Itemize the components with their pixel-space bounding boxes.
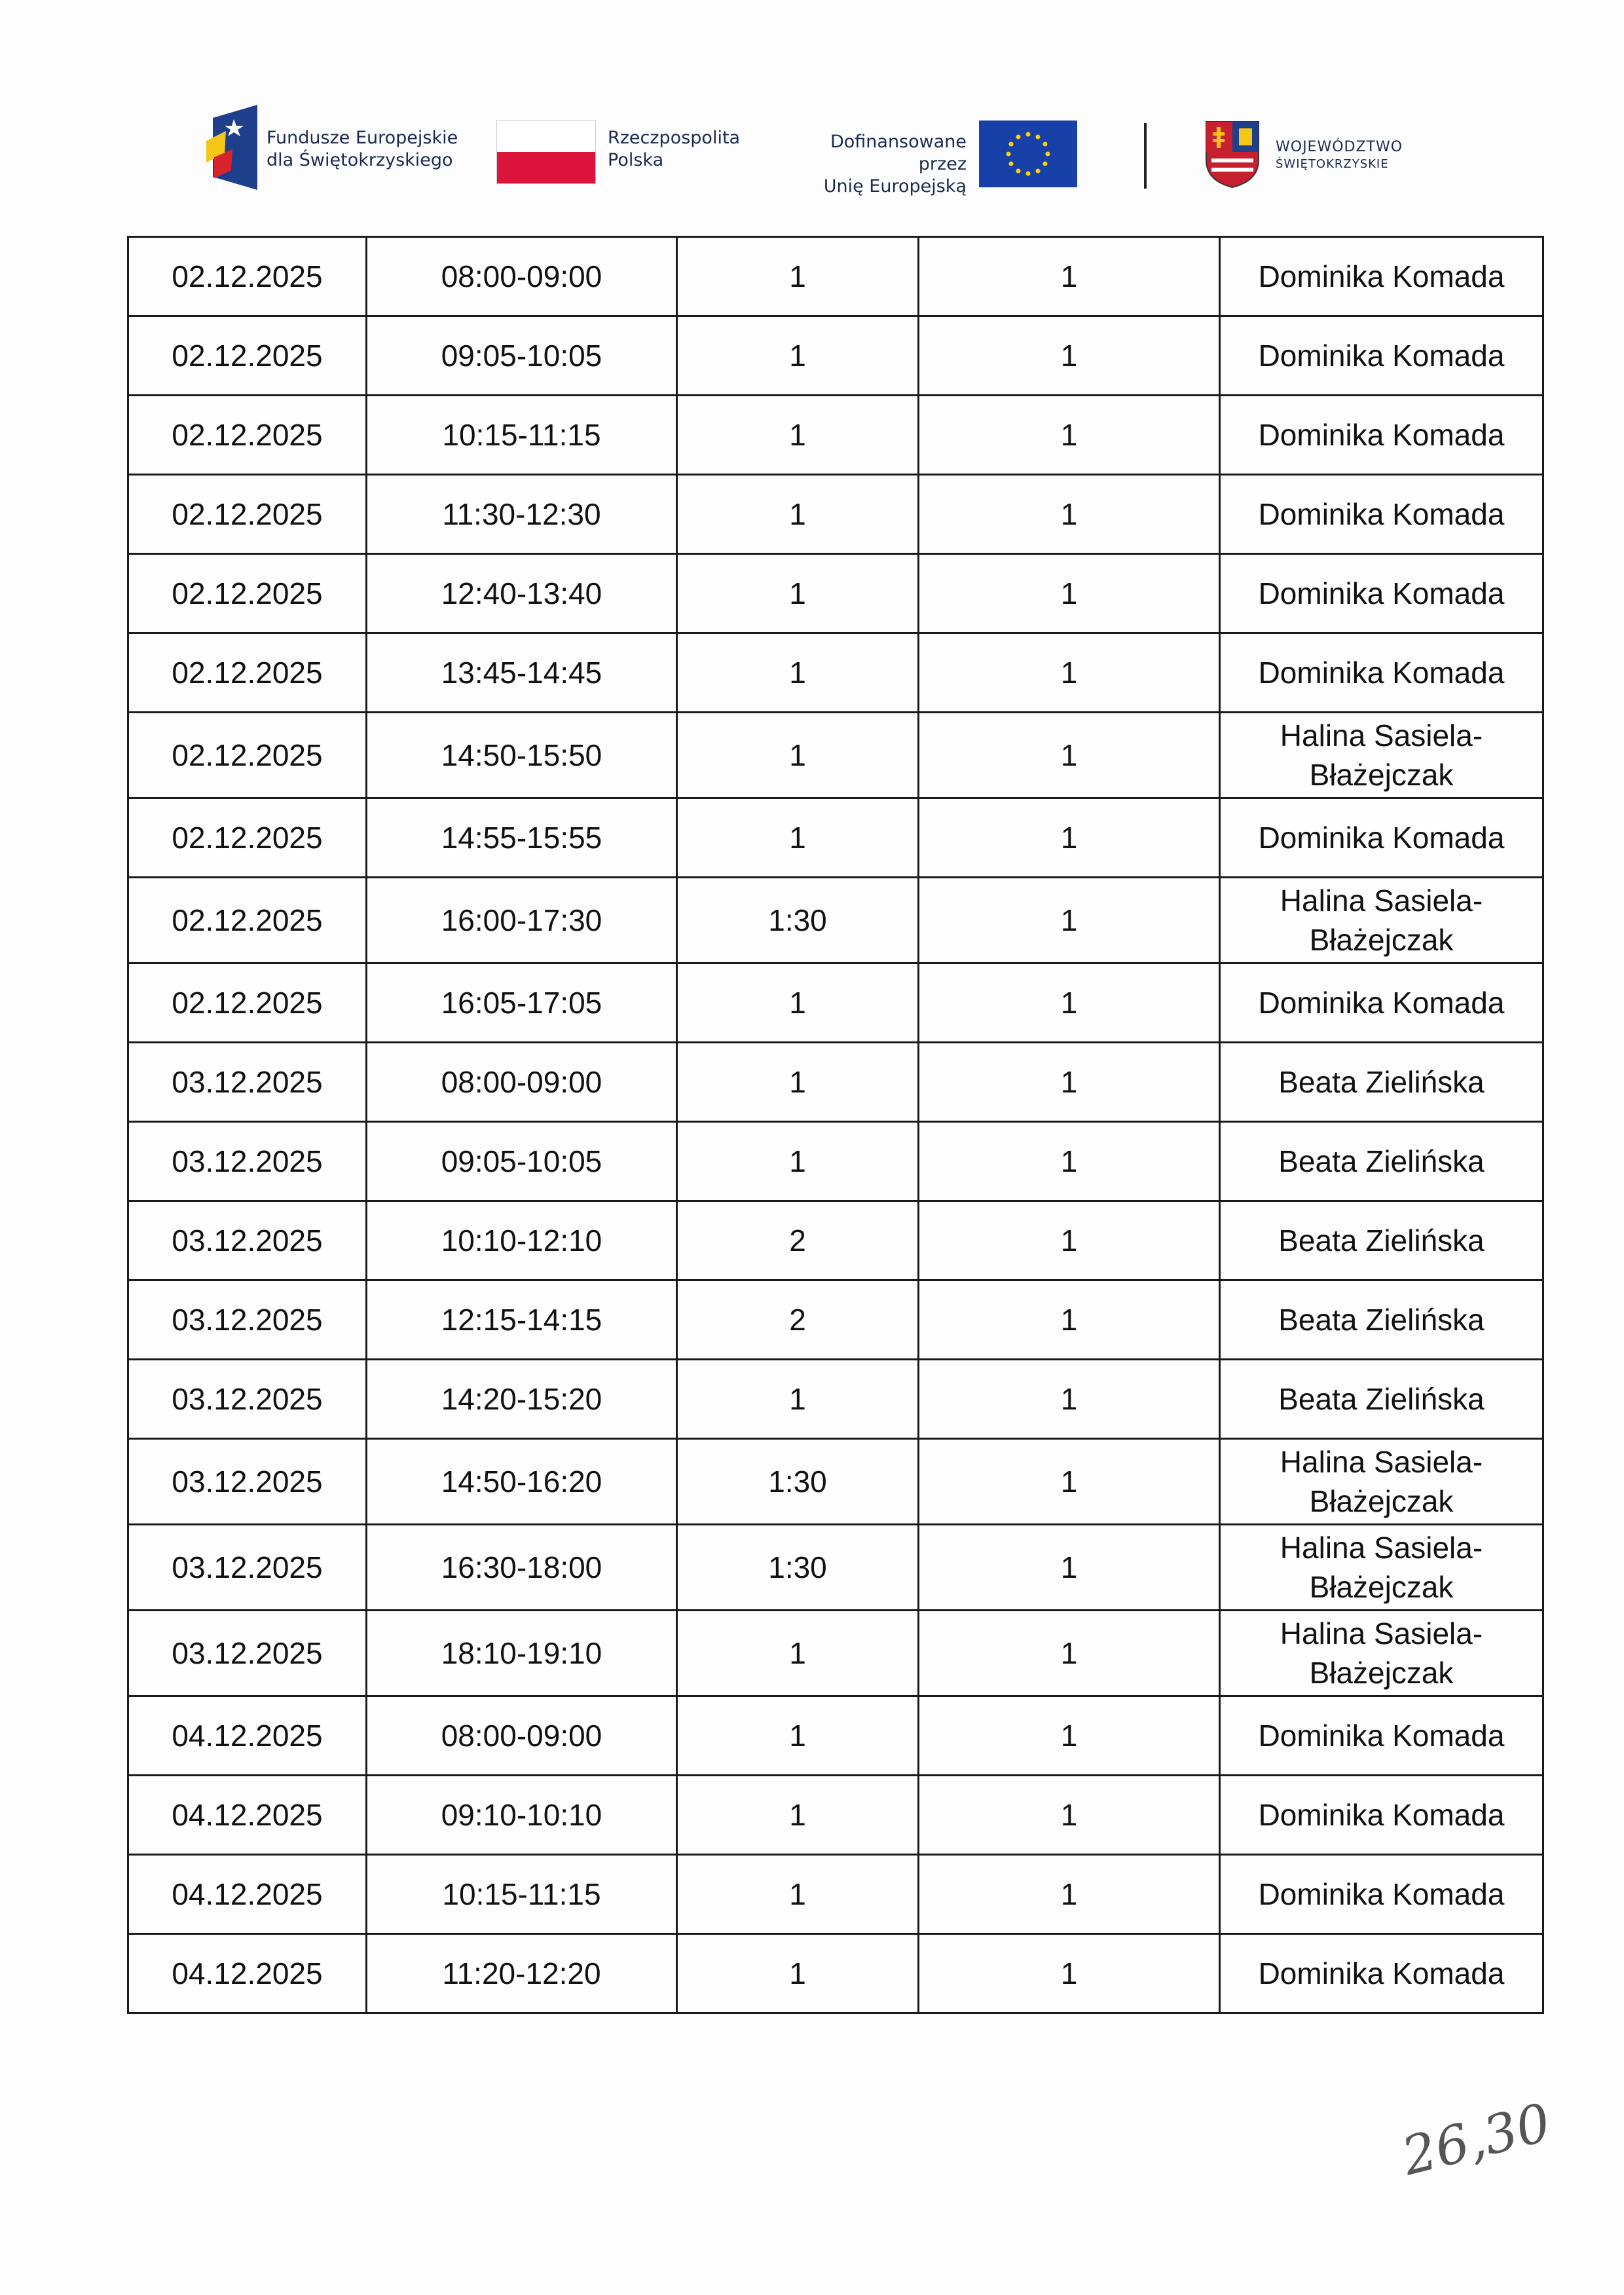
people-count-cell: 1 [919,1280,1220,1360]
hours-cell: 1 [677,1360,919,1439]
people-count-cell: 1 [919,1122,1220,1201]
time-cell: 11:20-12:20 [367,1934,677,2013]
time-cell: 14:55-15:55 [367,798,677,878]
hours-cell: 1 [677,963,919,1043]
hours-cell: 1 [677,1122,919,1201]
people-count-cell: 1 [919,878,1220,963]
table-row [128,237,1543,316]
time-cell: 14:50-15:50 [367,713,677,798]
date-cell: 04.12.2025 [128,1696,367,1776]
people-count-cell: 1 [919,963,1220,1043]
hours-cell: 1:30 [677,878,919,963]
time-cell: 16:05-17:05 [367,963,677,1043]
trainer-cell: Beata Zielińska [1220,1280,1543,1360]
date-cell: 02.12.2025 [128,963,367,1043]
trainer-cell: Halina Sasiela-Błażejczak [1220,1525,1543,1611]
table-row [128,554,1543,633]
trainer-cell: Beata Zielińska [1220,1360,1543,1439]
fundusze-europejskie-logo [206,105,257,190]
time-cell: 08:00-09:00 [367,1043,677,1122]
people-count-cell: 1 [919,1360,1220,1439]
date-cell: 02.12.2025 [128,554,367,633]
date-cell: 03.12.2025 [128,1611,367,1696]
people-count-cell: 1 [919,1525,1220,1611]
time-cell: 10:15-11:15 [367,396,677,475]
people-count-cell: 1 [919,1855,1220,1934]
table-row [128,798,1543,878]
time-cell: 18:10-19:10 [367,1611,677,1696]
table-row [128,1360,1543,1439]
table-row [128,1122,1543,1201]
trainer-cell: Dominika Komada [1220,633,1543,713]
time-cell: 14:20-15:20 [367,1360,677,1439]
hours-cell: 1 [677,554,919,633]
table-row [128,1855,1543,1934]
people-count-cell: 1 [919,1043,1220,1122]
trainer-cell: Dominika Komada [1220,1776,1543,1855]
date-cell: 03.12.2025 [128,1280,367,1360]
people-count-cell: 1 [919,1776,1220,1855]
hours-cell: 1 [677,475,919,554]
table-row [128,1043,1543,1122]
people-count-cell: 1 [919,1934,1220,2013]
trainer-cell: Halina Sasiela-Błażejczak [1220,878,1543,963]
date-cell: 03.12.2025 [128,1043,367,1122]
time-cell: 10:10-12:10 [367,1201,677,1280]
time-cell: 08:00-09:00 [367,237,677,316]
people-count-cell: 1 [919,554,1220,633]
date-cell: 02.12.2025 [128,633,367,713]
date-cell: 02.12.2025 [128,798,367,878]
trainer-cell: Dominika Komada [1220,554,1543,633]
table-row [128,1280,1543,1360]
table-row [128,963,1543,1043]
time-cell: 10:15-11:15 [367,1855,677,1934]
hours-cell: 1 [677,1611,919,1696]
people-count-cell: 1 [919,475,1220,554]
hours-cell: 1 [677,713,919,798]
table-row [128,1934,1543,2013]
people-count-cell: 1 [919,1439,1220,1525]
table-row [128,1611,1543,1696]
table-row [128,878,1543,963]
people-count-cell: 1 [919,798,1220,878]
dofinansowane-text [779,131,967,198]
date-cell: 03.12.2025 [128,1360,367,1439]
handwritten-note: 26,30 [1396,2091,1557,2188]
people-count-cell: 1 [919,396,1220,475]
people-count-cell: 1 [919,713,1220,798]
trainer-cell: Dominika Komada [1220,798,1543,878]
date-cell: 04.12.2025 [128,1934,367,2013]
trainer-cell: Dominika Komada [1220,963,1543,1043]
region-line1: WOJEWÓDZTWO [1276,139,1403,155]
date-cell: 02.12.2025 [128,713,367,798]
schedule-body [128,237,1543,2013]
table-row [128,633,1543,713]
table-row [128,1439,1543,1525]
date-cell: 02.12.2025 [128,878,367,963]
trainer-cell: Dominika Komada [1220,396,1543,475]
wojewodztwo-text [1276,139,1403,173]
table-row [128,1776,1543,1855]
date-cell: 03.12.2025 [128,1439,367,1525]
rp-line2: Polska [608,150,664,170]
hours-cell: 1 [677,798,919,878]
trainer-cell: Dominika Komada [1220,475,1543,554]
date-cell: 04.12.2025 [128,1776,367,1855]
table-row [128,475,1543,554]
date-cell: 04.12.2025 [128,1855,367,1934]
date-cell: 02.12.2025 [128,316,367,396]
time-cell: 09:10-10:10 [367,1776,677,1855]
hours-cell: 1 [677,633,919,713]
trainer-cell: Beata Zielińska [1220,1201,1543,1280]
table-row [128,396,1543,475]
hours-cell: 1 [677,396,919,475]
time-cell: 09:05-10:05 [367,1122,677,1201]
time-cell: 11:30-12:30 [367,475,677,554]
hours-cell: 1 [677,1696,919,1776]
hours-cell: 2 [677,1280,919,1360]
time-cell: 12:40-13:40 [367,554,677,633]
date-cell: 02.12.2025 [128,237,367,316]
trainer-cell: Halina Sasiela-Błażejczak [1220,713,1543,798]
schedule-table [127,236,1544,2014]
polish-flag-icon [496,120,596,184]
fe-line1: Fundusze Europejskie [267,128,458,148]
people-count-cell: 1 [919,316,1220,396]
date-cell: 03.12.2025 [128,1525,367,1611]
logo-bar [0,0,1624,210]
time-cell: 12:15-14:15 [367,1280,677,1360]
rzeczpospolita-text [608,127,740,172]
fe-line2: dla Świętokrzyskiego [267,150,453,170]
hours-cell: 1:30 [677,1439,919,1525]
table-row [128,1525,1543,1611]
hours-cell: 1 [677,1855,919,1934]
fundusze-europejskie-text [267,127,458,172]
trainer-cell: Dominika Komada [1220,316,1543,396]
trainer-cell: Beata Zielińska [1220,1122,1543,1201]
date-cell: 03.12.2025 [128,1122,367,1201]
trainer-cell: Halina Sasiela-Błażejczak [1220,1439,1543,1525]
trainer-cell: Dominika Komada [1220,1696,1543,1776]
people-count-cell: 1 [919,1696,1220,1776]
time-cell: 16:30-18:00 [367,1525,677,1611]
trainer-cell: Beata Zielińska [1220,1043,1543,1122]
ue-line1: Dofinansowane przez [830,132,967,174]
table-row [128,1696,1543,1776]
hours-cell: 1 [677,1776,919,1855]
hours-cell: 1 [677,1043,919,1122]
eu-flag-icon [979,121,1077,187]
trainer-cell: Dominika Komada [1220,237,1543,316]
rp-line1: Rzeczpospolita [608,128,741,148]
time-cell: 13:45-14:45 [367,633,677,713]
trainer-cell: Dominika Komada [1220,1934,1543,2013]
date-cell: 02.12.2025 [128,396,367,475]
hours-cell: 1:30 [677,1525,919,1611]
table-row [128,713,1543,798]
time-cell: 16:00-17:30 [367,878,677,963]
people-count-cell: 1 [919,633,1220,713]
people-count-cell: 1 [919,237,1220,316]
region-line2: ŚWIĘTOKRZYSKIE [1276,157,1389,171]
table-row [128,1201,1543,1280]
hours-cell: 1 [677,316,919,396]
hours-cell: 1 [677,237,919,316]
hours-cell: 2 [677,1201,919,1280]
time-cell: 14:50-16:20 [367,1439,677,1525]
ue-line2: Unię Europejską [823,176,967,196]
date-cell: 03.12.2025 [128,1201,367,1280]
time-cell: 08:00-09:00 [367,1696,677,1776]
swietokrzyskie-coat-of-arms-icon [1205,121,1260,189]
people-count-cell: 1 [919,1201,1220,1280]
logo-divider [1144,123,1147,189]
table-row [128,316,1543,396]
date-cell: 02.12.2025 [128,475,367,554]
time-cell: 09:05-10:05 [367,316,677,396]
trainer-cell: Halina Sasiela-Błażejczak [1220,1611,1543,1696]
trainer-cell: Dominika Komada [1220,1855,1543,1934]
people-count-cell: 1 [919,1611,1220,1696]
hours-cell: 1 [677,1934,919,2013]
